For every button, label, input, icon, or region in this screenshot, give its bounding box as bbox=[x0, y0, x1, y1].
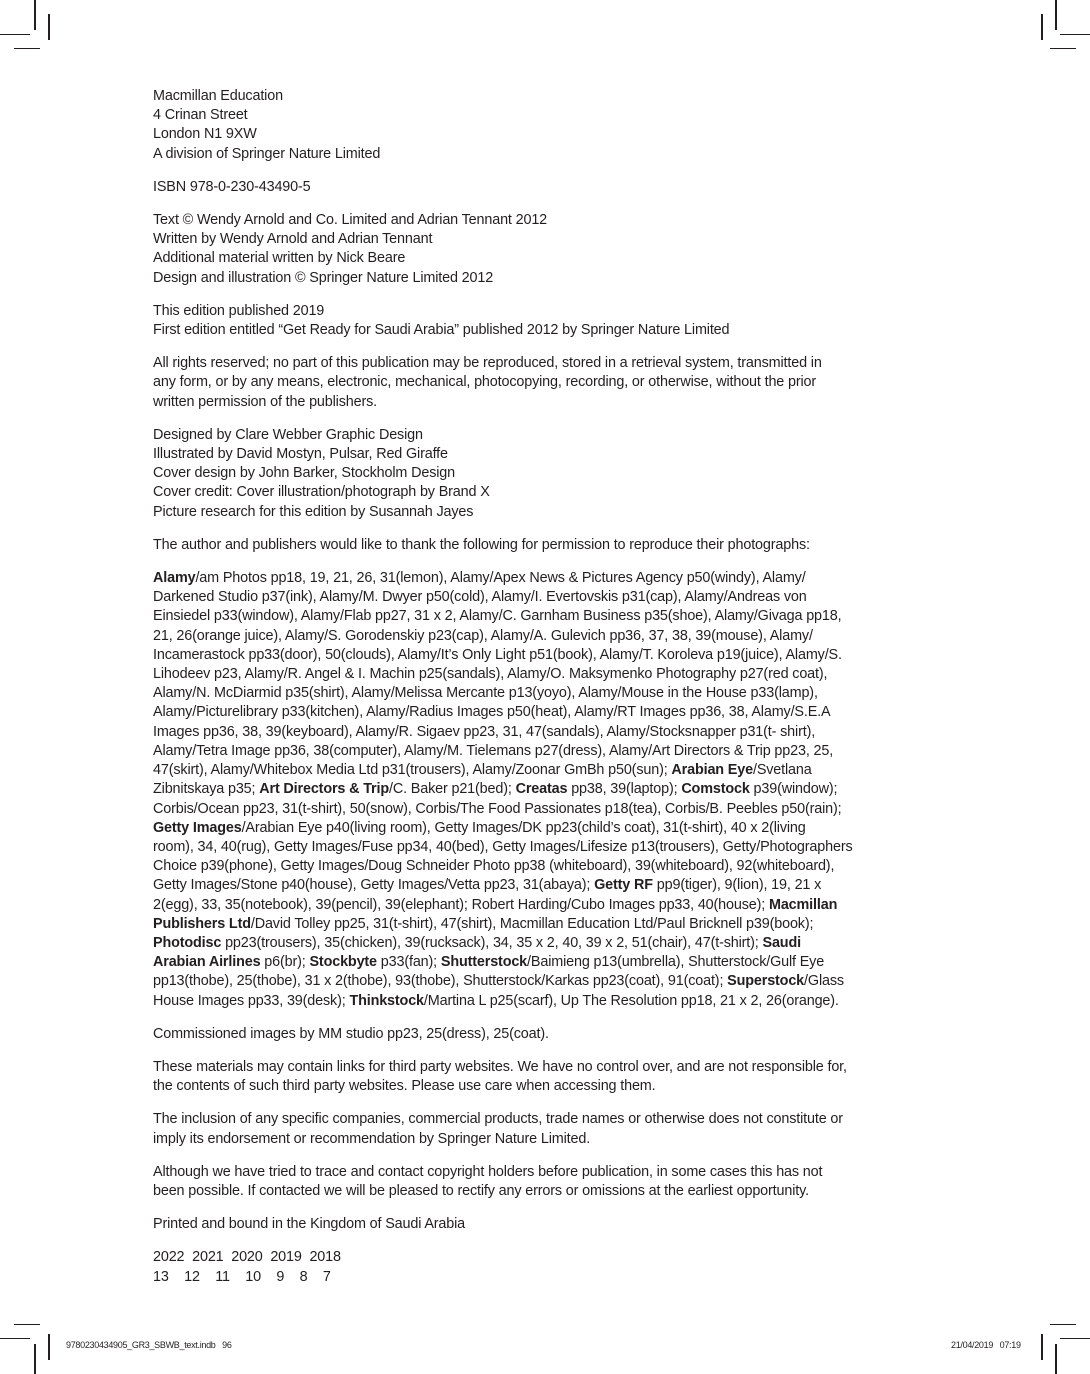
crop-mark bbox=[48, 1334, 50, 1360]
credit-text: House Images pp33, 39(desk); bbox=[153, 992, 350, 1009]
credit-agency-name: Arabian Eye bbox=[671, 762, 753, 779]
publisher-address bbox=[153, 87, 943, 164]
address-line: London N1 9XW bbox=[153, 126, 257, 143]
credit-text: /Arabian Eye p40(living room), Getty Images/DK pp23(child’s coat), 31(t-shirt), 40 x 2(living bbox=[241, 819, 806, 836]
photo-credit-line bbox=[153, 780, 943, 799]
credit-text: /C. Baker p21(bed); bbox=[389, 781, 516, 798]
isbn bbox=[153, 178, 943, 197]
crop-mark bbox=[1055, 1344, 1057, 1374]
credit-text: pp9(tiger), 9(lion), 19, 21 x bbox=[652, 877, 822, 894]
credit-text: Alamy/Picturelibrary p33(kitchen), Alamy/Radius Images p50(heat), Alamy/RT Images pp36, 38, Alamy/S.E.A bbox=[153, 704, 831, 721]
print-years: 2022 2021 2020 2019 2018 bbox=[153, 1249, 341, 1266]
credit-agency-name: Alamy bbox=[153, 570, 196, 587]
crop-mark bbox=[1041, 14, 1043, 40]
disclaimer-line: the contents of such third party websites. Please use care when accessing them. bbox=[153, 1078, 656, 1095]
photo-credit-line bbox=[153, 896, 943, 915]
credit-text: /Baimieng p13(umbrella), Shutterstock/Gulf Eye bbox=[527, 954, 825, 971]
design-credit-line: Picture research for this edition by Susannah Jayes bbox=[153, 503, 474, 520]
photo-credit-line bbox=[153, 723, 943, 742]
photo-credits bbox=[153, 569, 943, 1011]
credit-agency-name: Macmillan bbox=[768, 896, 838, 913]
credit-text: pp13(thobe), 25(thobe), 31 x 2(thobe), 93(thobe), Shutterstock/Karkas pp23(coat), 91(coat); bbox=[153, 973, 728, 990]
copyright-line: Written by Wendy Arnold and Adrian Tennant bbox=[153, 231, 433, 248]
credit-text: Zibnitskaya p35; bbox=[153, 781, 260, 798]
credit-text: Lihodeev p23, Alamy/R. Angel & I. Machin p25(sandals), Alamy/O. Maksymenko Photography p27(red coat), bbox=[153, 666, 828, 683]
commissioned-images bbox=[153, 1025, 943, 1044]
address-line: Macmillan Education bbox=[153, 88, 283, 104]
inclusion-disclaimer bbox=[153, 1110, 943, 1148]
credit-agency-name: Arabian Airlines bbox=[153, 954, 261, 971]
design-credit-line: Illustrated by David Mostyn, Pulsar, Red Giraffe bbox=[153, 446, 448, 463]
copyright-line: Additional material written by Nick Beare bbox=[153, 250, 406, 267]
disclaimer-line: These materials may contain links for third party websites. We have no control over, and are not responsible for, bbox=[153, 1058, 847, 1075]
credit-text: /Martina L p25(scarf), Up The Resolution pp18, 21 x 2, 26(orange). bbox=[423, 992, 839, 1009]
slug-filename: 9780230434905_GR3_SBWB_text.indb 96 bbox=[66, 1340, 232, 1350]
credit-text: Getty Images/Stone p40(house), Getty Images/Vetta pp23, 31(abaya); bbox=[153, 877, 595, 894]
design-credit-line: Cover credit: Cover illustration/photograph by Brand X bbox=[153, 484, 490, 501]
photo-credit-line bbox=[153, 684, 943, 703]
notice-line: been possible. If contacted we will be pleased to rectify any errors or omissions at the earliest opportunity. bbox=[153, 1182, 809, 1199]
credit-agency-name: Superstock bbox=[727, 973, 805, 990]
credit-text: /David Tolley pp25, 31(t-shirt), 47(shirt), Macmillan Education Ltd/Paul Bricknell p39(book); bbox=[250, 915, 814, 932]
credit-text: 2(egg), 33, 35(notebook), 39(pencil), 39(elephant); Robert Harding/Cubo Images pp33, 40(house); bbox=[153, 896, 769, 913]
commissioned-text: Commissioned images by MM studio pp23, 25(dress), 25(coat). bbox=[153, 1025, 549, 1042]
photo-credit-line bbox=[153, 800, 943, 819]
credit-text: 21, 26(orange juice), Alamy/S. Gorodenskiy p23(cap), Alamy/A. Gulevich pp36, 37, 38, 39(mouse), Alamy/ bbox=[153, 627, 813, 644]
isbn-text: ISBN 978-0-230-43490-5 bbox=[153, 178, 311, 195]
print-numbers: 13 12 11 10 9 8 7 bbox=[153, 1268, 331, 1285]
credit-agency-name: Getty RF bbox=[594, 877, 653, 894]
credit-text: pp38, 39(laptop); bbox=[567, 781, 682, 798]
crop-mark bbox=[48, 14, 50, 40]
rights-line: All rights reserved; no part of this publication may be reproduced, stored in a retrieval system, transmitted in bbox=[153, 355, 822, 372]
copyright-line: Text © Wendy Arnold and Co. Limited and Adrian Tennant 2012 bbox=[153, 212, 548, 229]
design-credits bbox=[153, 426, 943, 522]
credit-agency-name: Saudi bbox=[762, 934, 801, 951]
photo-credit-line bbox=[153, 665, 943, 684]
credit-text: pp23(trousers), 35(chicken), 39(rucksack), 34, 35 x 2, 40, 39 x 2, 51(chair), 47(t-shirt); bbox=[221, 934, 763, 951]
photo-credit-line bbox=[153, 761, 943, 780]
crop-mark bbox=[14, 48, 40, 49]
photo-credit-line bbox=[153, 588, 943, 607]
credit-text: room), 34, 40(rug), Getty Images/Fuse pp34, 40(bed), Getty Images/Lifesize p13(trousers), Getty/Photographers bbox=[153, 838, 853, 855]
credit-text: Alamy/Tetra Image pp36, 38(computer), Alamy/M. Tielemans p27(dress), Alamy/Art Directors & Trip pp23, 25, bbox=[153, 742, 834, 759]
credit-text: Einsiedel p33(window), Alamy/Flab pp27, 31 x 2, Alamy/C. Garnham Business p35(shoe), Alamy/Givaga pp18, bbox=[153, 608, 842, 625]
credit-text: p33(fan); bbox=[376, 954, 441, 971]
photo-credit-line bbox=[153, 934, 943, 953]
credit-text: Incamerastock pp33(door), 50(clouds), Alamy/It’s Only Light p51(book), Alamy/T. Koroleva p19(juice), Alamy/S. bbox=[153, 646, 842, 663]
photo-credit-line bbox=[153, 876, 943, 895]
crop-mark bbox=[0, 1338, 30, 1339]
notice-line: Although we have tried to trace and contact copyright holders before publication, in some cases this has not bbox=[153, 1163, 823, 1180]
crop-mark bbox=[1060, 34, 1090, 35]
crop-mark bbox=[1041, 1334, 1043, 1360]
edition-line: This edition published 2019 bbox=[153, 302, 325, 319]
credit-text: Choice p39(phone), Getty Images/Doug Schneider Photo pp38 (whiteboard), 39(whiteboard), 92(whiteboard), bbox=[153, 858, 835, 875]
photo-credit-line bbox=[153, 627, 943, 646]
photo-credit-line bbox=[153, 972, 943, 991]
crop-mark bbox=[1060, 1338, 1090, 1339]
crop-mark bbox=[1055, 0, 1057, 30]
credit-agency-name: Photodisc bbox=[153, 934, 222, 951]
rights-reserved bbox=[153, 354, 943, 412]
crop-mark bbox=[1050, 1324, 1076, 1325]
copyright-trace-notice bbox=[153, 1163, 943, 1201]
slug-datetime: 21/04/2019 07:19 bbox=[951, 1340, 1021, 1350]
crop-mark bbox=[14, 1324, 40, 1325]
disclaimer-line: imply its endorsement or recommendation by Springer Nature Limited. bbox=[153, 1130, 591, 1147]
photo-credit-line bbox=[153, 857, 943, 876]
credit-agency-name: Getty Images bbox=[153, 819, 242, 836]
photo-credit-line bbox=[153, 646, 943, 665]
credit-text: 47(skirt), Alamy/Whitebox Media Ltd p31(trousers), Alamy/Zoonar GmBh p50(sun); bbox=[153, 762, 672, 779]
imprint-content bbox=[153, 87, 943, 1301]
credit-text: /Glass bbox=[804, 973, 844, 990]
credit-agency-name: Thinkstock bbox=[349, 992, 424, 1009]
crop-mark bbox=[1050, 48, 1076, 49]
credit-text: Corbis/Ocean pp23, 31(t-shirt), 50(snow), Corbis/The Food Passionates p18(tea), Corbis/B. Peebles p50(rain); bbox=[153, 800, 842, 817]
credit-agency-name: Publishers Ltd bbox=[153, 915, 251, 932]
photo-credit-line bbox=[153, 742, 943, 761]
acknowledgement bbox=[153, 536, 943, 555]
credit-agency-name: Stockbyte bbox=[309, 954, 377, 971]
acknowledgement-text: The author and publishers would like to thank the following for permission to reproduce their photographs: bbox=[153, 536, 810, 553]
disclaimer-line: The inclusion of any specific companies, commercial products, trade names or otherwise does not constitute or bbox=[153, 1111, 843, 1128]
design-credit-line: Cover design by John Barker, Stockholm Design bbox=[153, 465, 456, 482]
edition-info bbox=[153, 302, 943, 340]
crop-mark bbox=[34, 0, 36, 30]
printed-text: Printed and bound in the Kingdom of Saudi Arabia bbox=[153, 1216, 466, 1233]
rights-line: written permission of the publishers. bbox=[153, 393, 378, 410]
crop-mark bbox=[0, 34, 30, 35]
address-line: 4 Crinan Street bbox=[153, 107, 248, 124]
photo-credit-line bbox=[153, 992, 943, 1011]
photo-credit-line bbox=[153, 915, 943, 934]
credit-text: Alamy/N. McDiarmid p35(shirt), Alamy/Melissa Mercante p13(yoyo), Alamy/Mouse in the House p33(lamp), bbox=[153, 685, 818, 702]
credit-text: Images pp36, 38, 39(keyboard), Alamy/R. Sigaev pp23, 31, 47(sandals), Alamy/Stocksnapper p31(t- shirt), bbox=[153, 723, 816, 740]
photo-credit-line bbox=[153, 607, 943, 626]
copyright-notice bbox=[153, 211, 943, 288]
printing-location bbox=[153, 1215, 943, 1234]
credit-agency-name: Creatas bbox=[515, 781, 568, 798]
credit-text: p6(br); bbox=[260, 954, 310, 971]
credit-agency-name: Comstock bbox=[681, 781, 750, 798]
design-credit-line: Designed by Clare Webber Graphic Design bbox=[153, 426, 423, 443]
print-line bbox=[153, 1248, 943, 1286]
photo-credit-line bbox=[153, 953, 943, 972]
credit-agency-name: Shutterstock bbox=[440, 954, 528, 971]
edition-line: First edition entitled “Get Ready for Saudi Arabia” published 2012 by Springer Nature Limited bbox=[153, 322, 730, 339]
photo-credit-line bbox=[153, 569, 943, 588]
photo-credit-line bbox=[153, 703, 943, 722]
third-party-disclaimer bbox=[153, 1058, 943, 1096]
crop-mark bbox=[34, 1344, 36, 1374]
copyright-line: Design and illustration © Springer Nature Limited 2012 bbox=[153, 269, 494, 286]
credit-agency-name: Art Directors & Trip bbox=[259, 781, 389, 798]
address-line: A division of Springer Nature Limited bbox=[153, 145, 381, 162]
photo-credit-line bbox=[153, 819, 943, 838]
credit-text: /am Photos pp18, 19, 21, 26, 31(lemon), Alamy/Apex News & Pictures Agency p50(windy), Alamy/ bbox=[195, 570, 806, 587]
credit-text: p39(window); bbox=[749, 781, 838, 798]
rights-line: any form, or by any means, electronic, mechanical, photocopying, recording, or otherwise, without the prior bbox=[153, 374, 817, 391]
photo-credit-line bbox=[153, 838, 943, 857]
credit-text: Darkened Studio p37(ink), Alamy/M. Dwyer p50(cold), Alamy/I. Evertovskis p31(cap), Alamy/Andreas von bbox=[153, 589, 807, 606]
credit-text: /Svetlana bbox=[752, 762, 812, 779]
